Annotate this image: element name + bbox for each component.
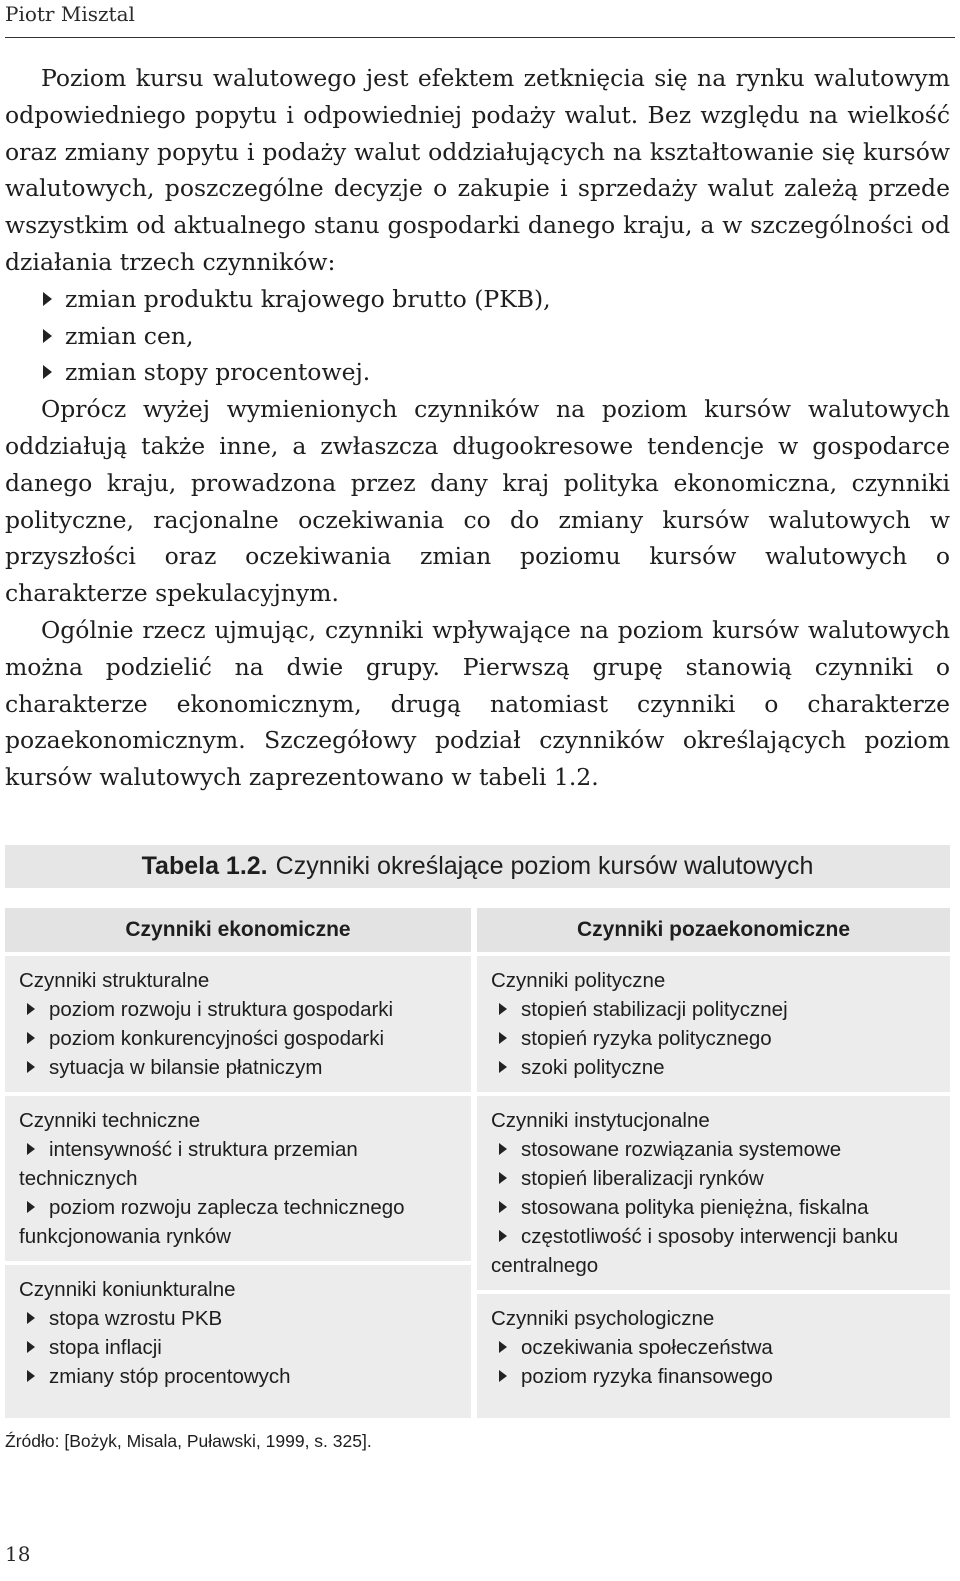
table-group [5,956,471,1096]
table-column-economic [5,908,471,1418]
table-item: poziom ryzyka finansowego [491,1362,940,1391]
table-source: Źródło: [Bożyk, Misala, Puławski, 1999, s. 325]. [5,1431,372,1451]
running-head: Piotr Misztal [5,2,135,26]
header-rule [5,37,955,38]
table-group [477,1294,950,1401]
group-title: Czynniki koniunkturalne [19,1278,236,1301]
table-item: poziom rozwoju i struktura gospodarki [19,995,461,1024]
table-item: poziom konkurencyjności gospodarki [19,1024,461,1053]
table-group [5,1096,471,1265]
group-title: Czynniki polityczne [491,969,666,992]
table-item: stopa wzrostu PKB [19,1304,461,1333]
paragraph-3: Ogólnie rzecz ujmując, czynniki wpływające na poziom kursów walutowych można podzielić na dwie grupy. Pierwszą grupę stanowią czynniki o charakterze ekonomicznym, drugą natomiast czynniki o charakterze pozaekonomicznym. Szczegółowy podział czynników określających poziom kursów walutowych zaprezentowano w tabeli 1.2. [5,615,950,792]
table-group [5,1265,471,1401]
column-header-non-economic: Czynniki pozaekonomiczne [477,908,950,956]
table-column-non-economic [477,908,950,1418]
table-item: stosowana polityka pieniężna, fiskalna [491,1193,940,1222]
table-item: oczekiwania społeczeństwa [491,1333,940,1362]
paragraph-1: Poziom kursu walutowego jest efektem zetknięcia się na rynku walutowym odpowiedniego popytu i odpowiedniej podaży walut. Bez względu na wielkość oraz zmiany popytu i podaży walut oddziałujących na kształtowanie się kursów walutowych, poszczególne decyzje o zakupie i sprzedaży walut zależą przede wszystkim od aktualnego stanu gospodarki danego kraju, a w szczególności od działania trzech czynników: [5,64,950,276]
table-label: Tabela 1.2. [141,852,268,880]
body-text [5,60,950,796]
list-item: zmian stopy procentowej. [41,354,950,391]
table-title: Czynniki określające poziom kursów walutowych [275,852,814,880]
group-title: Czynniki strukturalne [19,969,210,992]
page-number: 18 [5,1542,31,1566]
table-item: stopień stabilizacji politycznej [491,995,940,1024]
table-caption [5,845,950,888]
table-item: zmiany stóp procentowych [19,1362,461,1391]
table-item: stopa inflacji [19,1333,461,1362]
table-item: stopień liberalizacji rynków [491,1164,940,1193]
table-item: intensywność i struktura przemian technicznych [19,1135,461,1193]
group-title: Czynniki psychologiczne [491,1307,715,1330]
table-item: szoki polityczne [491,1053,940,1082]
table-item: stopień ryzyka politycznego [491,1024,940,1053]
list-item: zmian cen, [41,318,950,355]
column-header-economic: Czynniki ekonomiczne [5,908,471,956]
table-group [477,1096,950,1294]
group-title: Czynniki instytucjonalne [491,1109,710,1132]
group-title: Czynniki techniczne [19,1109,201,1132]
paragraph-2: Oprócz wyżej wymienionych czynników na poziom kursów walutowych oddziałują także inne, a zwłaszcza długookresowe tendencje w gospodarce danego kraju, prowadzona przez dany kraj polityka ekonomiczna, czynniki polityczne, racjonalne oczekiwania co do zmiany kursów walutowych w przyszłości oraz oczekiwania zmian poziomu kursów walutowych o charakterze spekulacyjnym. [5,395,950,608]
list-item: zmian produktu krajowego brutto (PKB), [41,281,950,318]
table-item: częstotliwość i sposoby interwencji banku centralnego [491,1222,940,1280]
factor-list [5,281,950,391]
table-item: stosowane rozwiązania systemowe [491,1135,940,1164]
table-item: sytuacja w bilansie płatniczym [19,1053,461,1082]
table-group [477,956,950,1096]
table-item: poziom rozwoju zaplecza technicznego funkcjonowania rynków [19,1193,461,1251]
